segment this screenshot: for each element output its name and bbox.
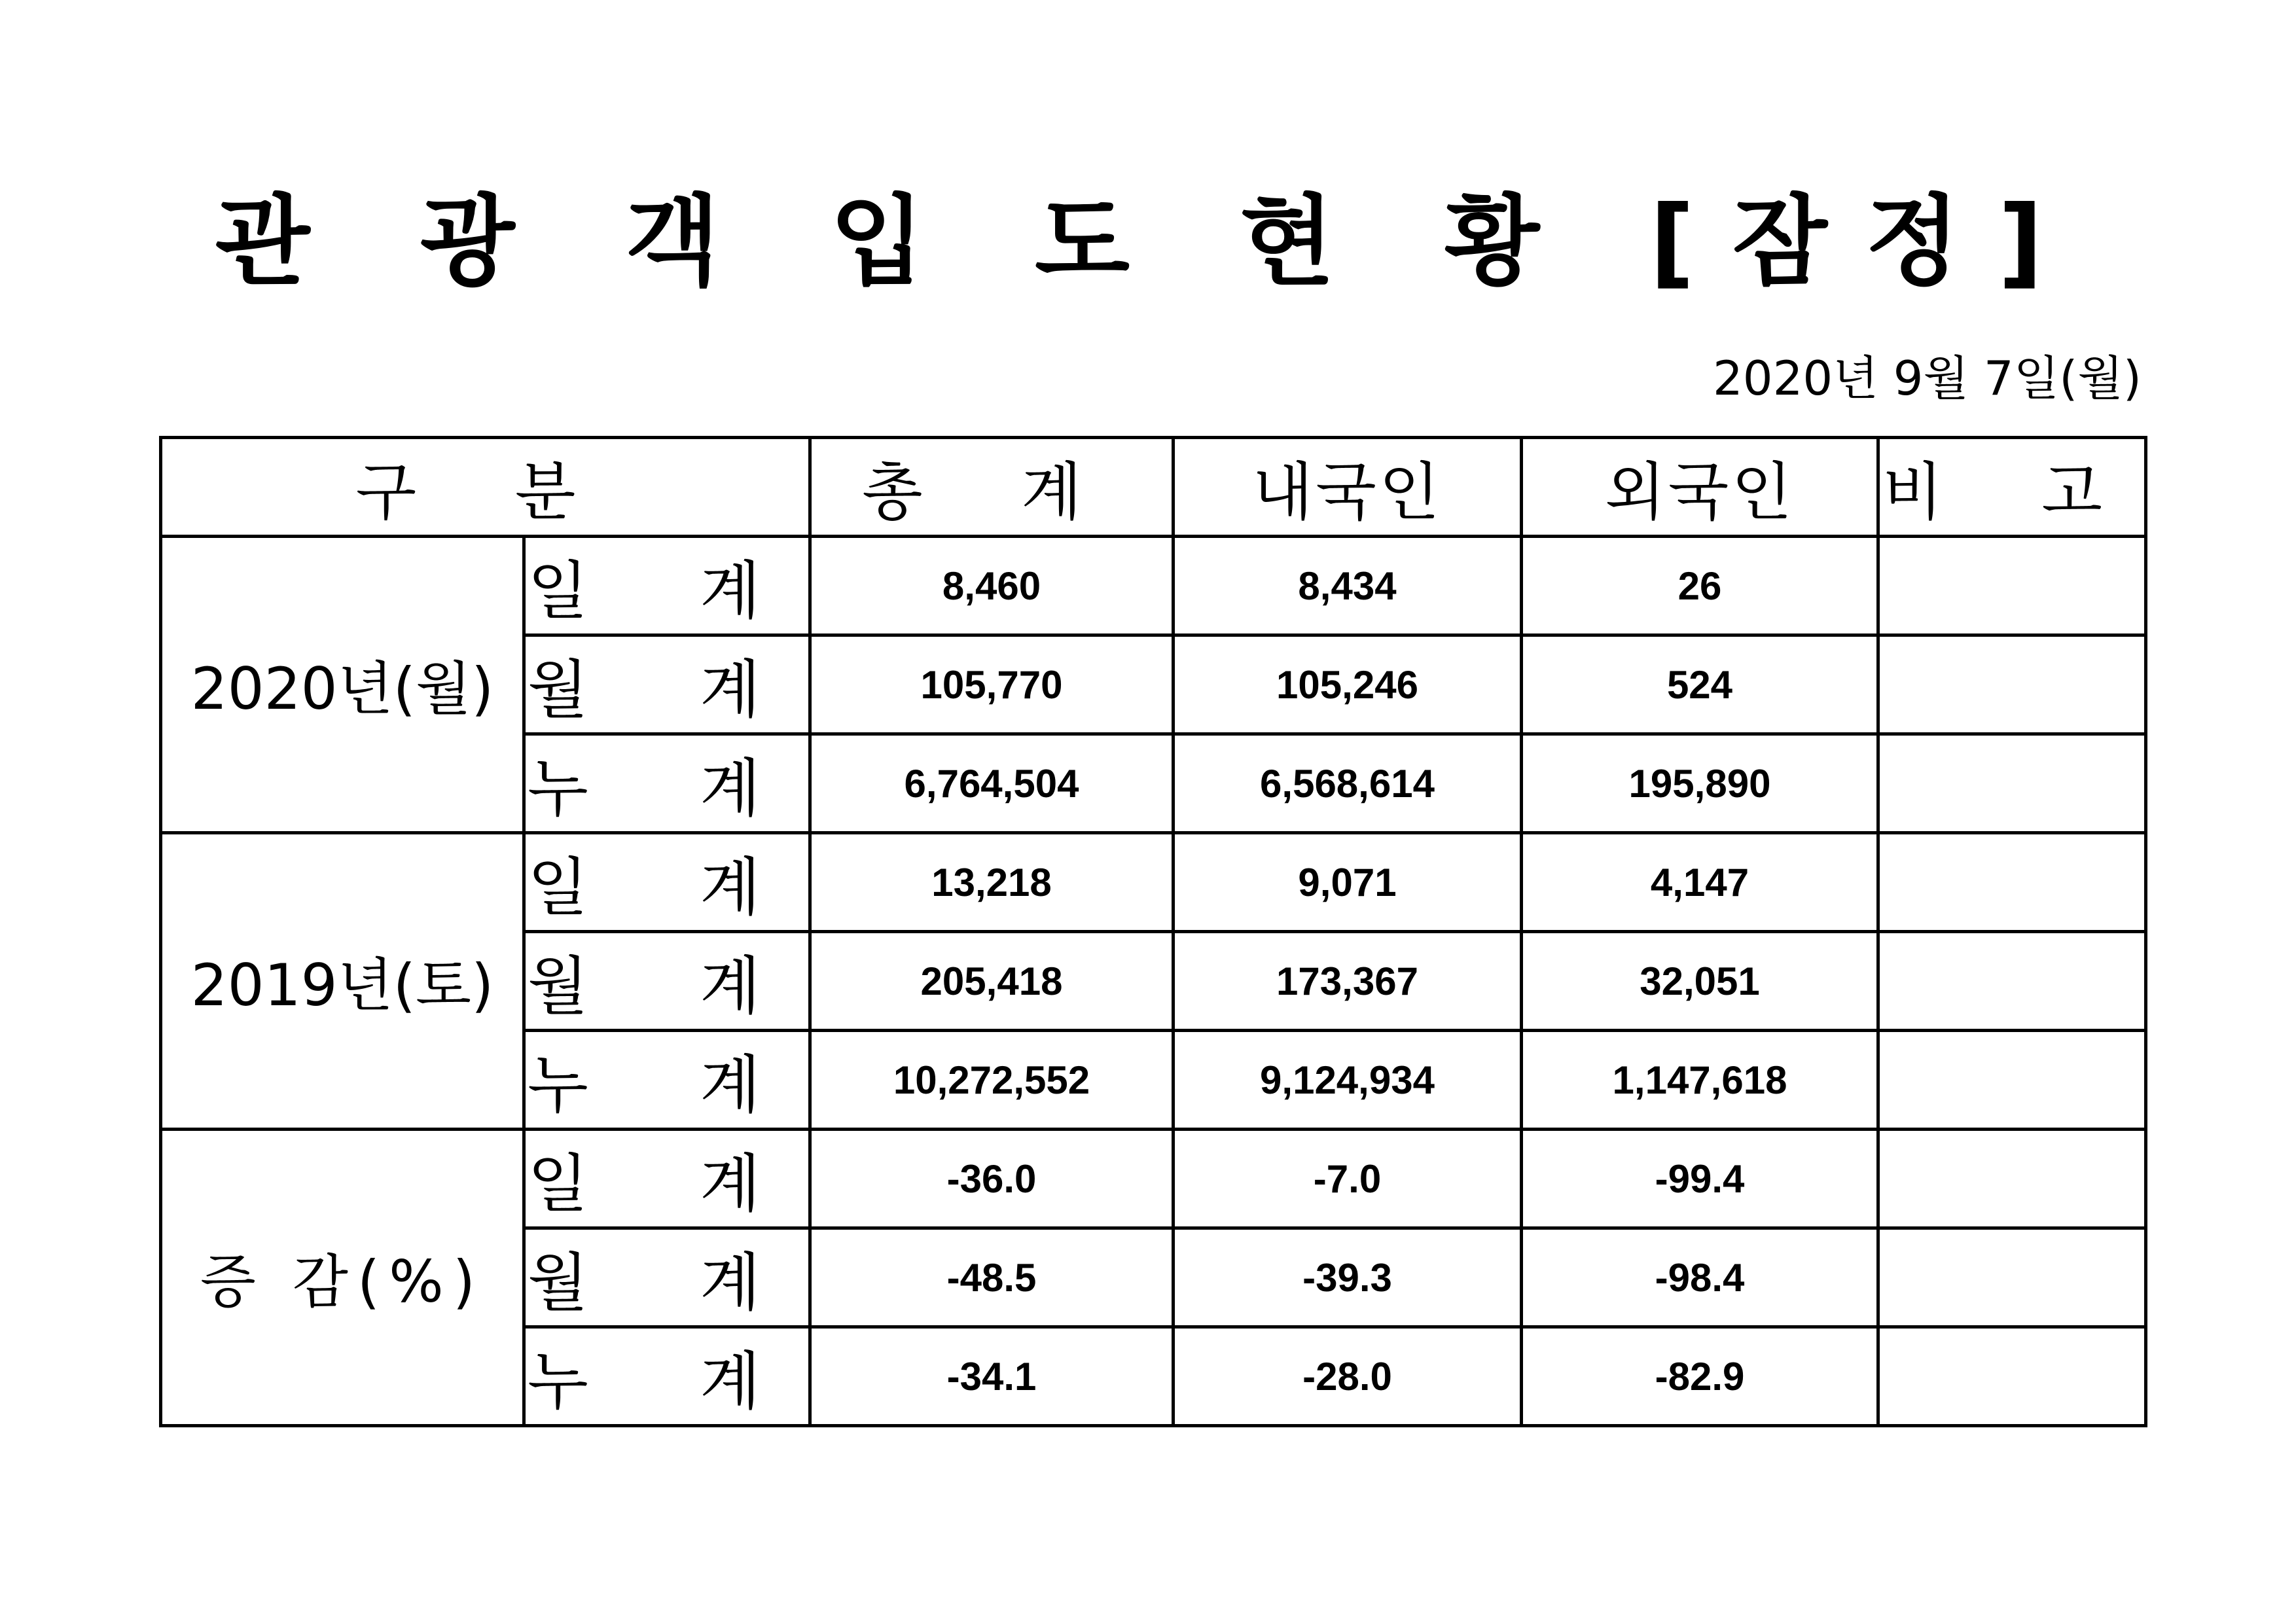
total-cell: -36.0 — [810, 1130, 1174, 1228]
remarks-cell — [1878, 1031, 2146, 1130]
remarks-cell — [1878, 734, 2146, 833]
total-cell: 6,764,504 — [810, 734, 1174, 833]
total-cell: -34.1 — [810, 1327, 1174, 1426]
row-label: 일 계 — [524, 833, 810, 932]
table-row — [161, 1130, 2146, 1228]
domestic-cell: 105,246 — [1174, 635, 1522, 734]
row-label: 누 계 — [524, 734, 810, 833]
total-cell: 205,418 — [810, 932, 1174, 1031]
row-label: 월 계 — [524, 932, 810, 1031]
row-label: 누 계 — [524, 1031, 810, 1130]
remarks-cell — [1878, 1327, 2146, 1426]
group-label-change: 증 감(%) — [161, 1130, 524, 1426]
total-cell: 13,218 — [810, 833, 1174, 932]
total-cell: 105,770 — [810, 635, 1174, 734]
total-cell: 10,272,552 — [810, 1031, 1174, 1130]
domestic-cell: 6,568,614 — [1174, 734, 1522, 833]
remarks-cell — [1878, 833, 2146, 932]
domestic-cell: -28.0 — [1174, 1327, 1522, 1426]
domestic-cell: 173,367 — [1174, 932, 1522, 1031]
foreign-cell: 1,147,618 — [1522, 1031, 1878, 1130]
header-category: 구 분 — [161, 438, 810, 537]
foreign-cell: 4,147 — [1522, 833, 1878, 932]
page-title: 관 광 객 입 도 현 황 [잠정] — [215, 185, 2081, 299]
row-label: 일 계 — [524, 537, 810, 635]
remarks-cell — [1878, 932, 2146, 1031]
table-row — [161, 833, 2146, 932]
foreign-cell: -98.4 — [1522, 1228, 1878, 1327]
remarks-cell — [1878, 1130, 2146, 1228]
row-label: 월 계 — [524, 635, 810, 734]
domestic-cell: -7.0 — [1174, 1130, 1522, 1228]
foreign-cell: 524 — [1522, 635, 1878, 734]
tourist-arrivals-table — [159, 436, 2147, 1427]
row-label: 일 계 — [524, 1130, 810, 1228]
header-foreign: 외국인 — [1522, 438, 1878, 537]
total-cell: -48.5 — [810, 1228, 1174, 1327]
remarks-cell — [1878, 635, 2146, 734]
remarks-cell — [1878, 537, 2146, 635]
foreign-cell: -82.9 — [1522, 1327, 1878, 1426]
header-domestic: 내국인 — [1174, 438, 1522, 537]
remarks-cell — [1878, 1228, 2146, 1327]
domestic-cell: 9,124,934 — [1174, 1031, 1522, 1130]
table-row — [161, 537, 2146, 635]
foreign-cell: 26 — [1522, 537, 1878, 635]
total-cell: 8,460 — [810, 537, 1174, 635]
foreign-cell: 32,051 — [1522, 932, 1878, 1031]
domestic-cell: 9,071 — [1174, 833, 1522, 932]
header-total: 총 계 — [810, 438, 1174, 537]
group-label-2019: 2019년(토) — [161, 833, 524, 1130]
row-label: 월 계 — [524, 1228, 810, 1327]
foreign-cell: -99.4 — [1522, 1130, 1878, 1228]
domestic-cell: 8,434 — [1174, 537, 1522, 635]
foreign-cell: 195,890 — [1522, 734, 1878, 833]
domestic-cell: -39.3 — [1174, 1228, 1522, 1327]
header-remarks: 비 고 — [1878, 438, 2146, 537]
group-label-2020: 2020년(월) — [161, 537, 524, 833]
report-date: 2020년 9월 7일(월) — [1712, 351, 2142, 406]
row-label: 누 계 — [524, 1327, 810, 1426]
header-row — [161, 438, 2146, 537]
